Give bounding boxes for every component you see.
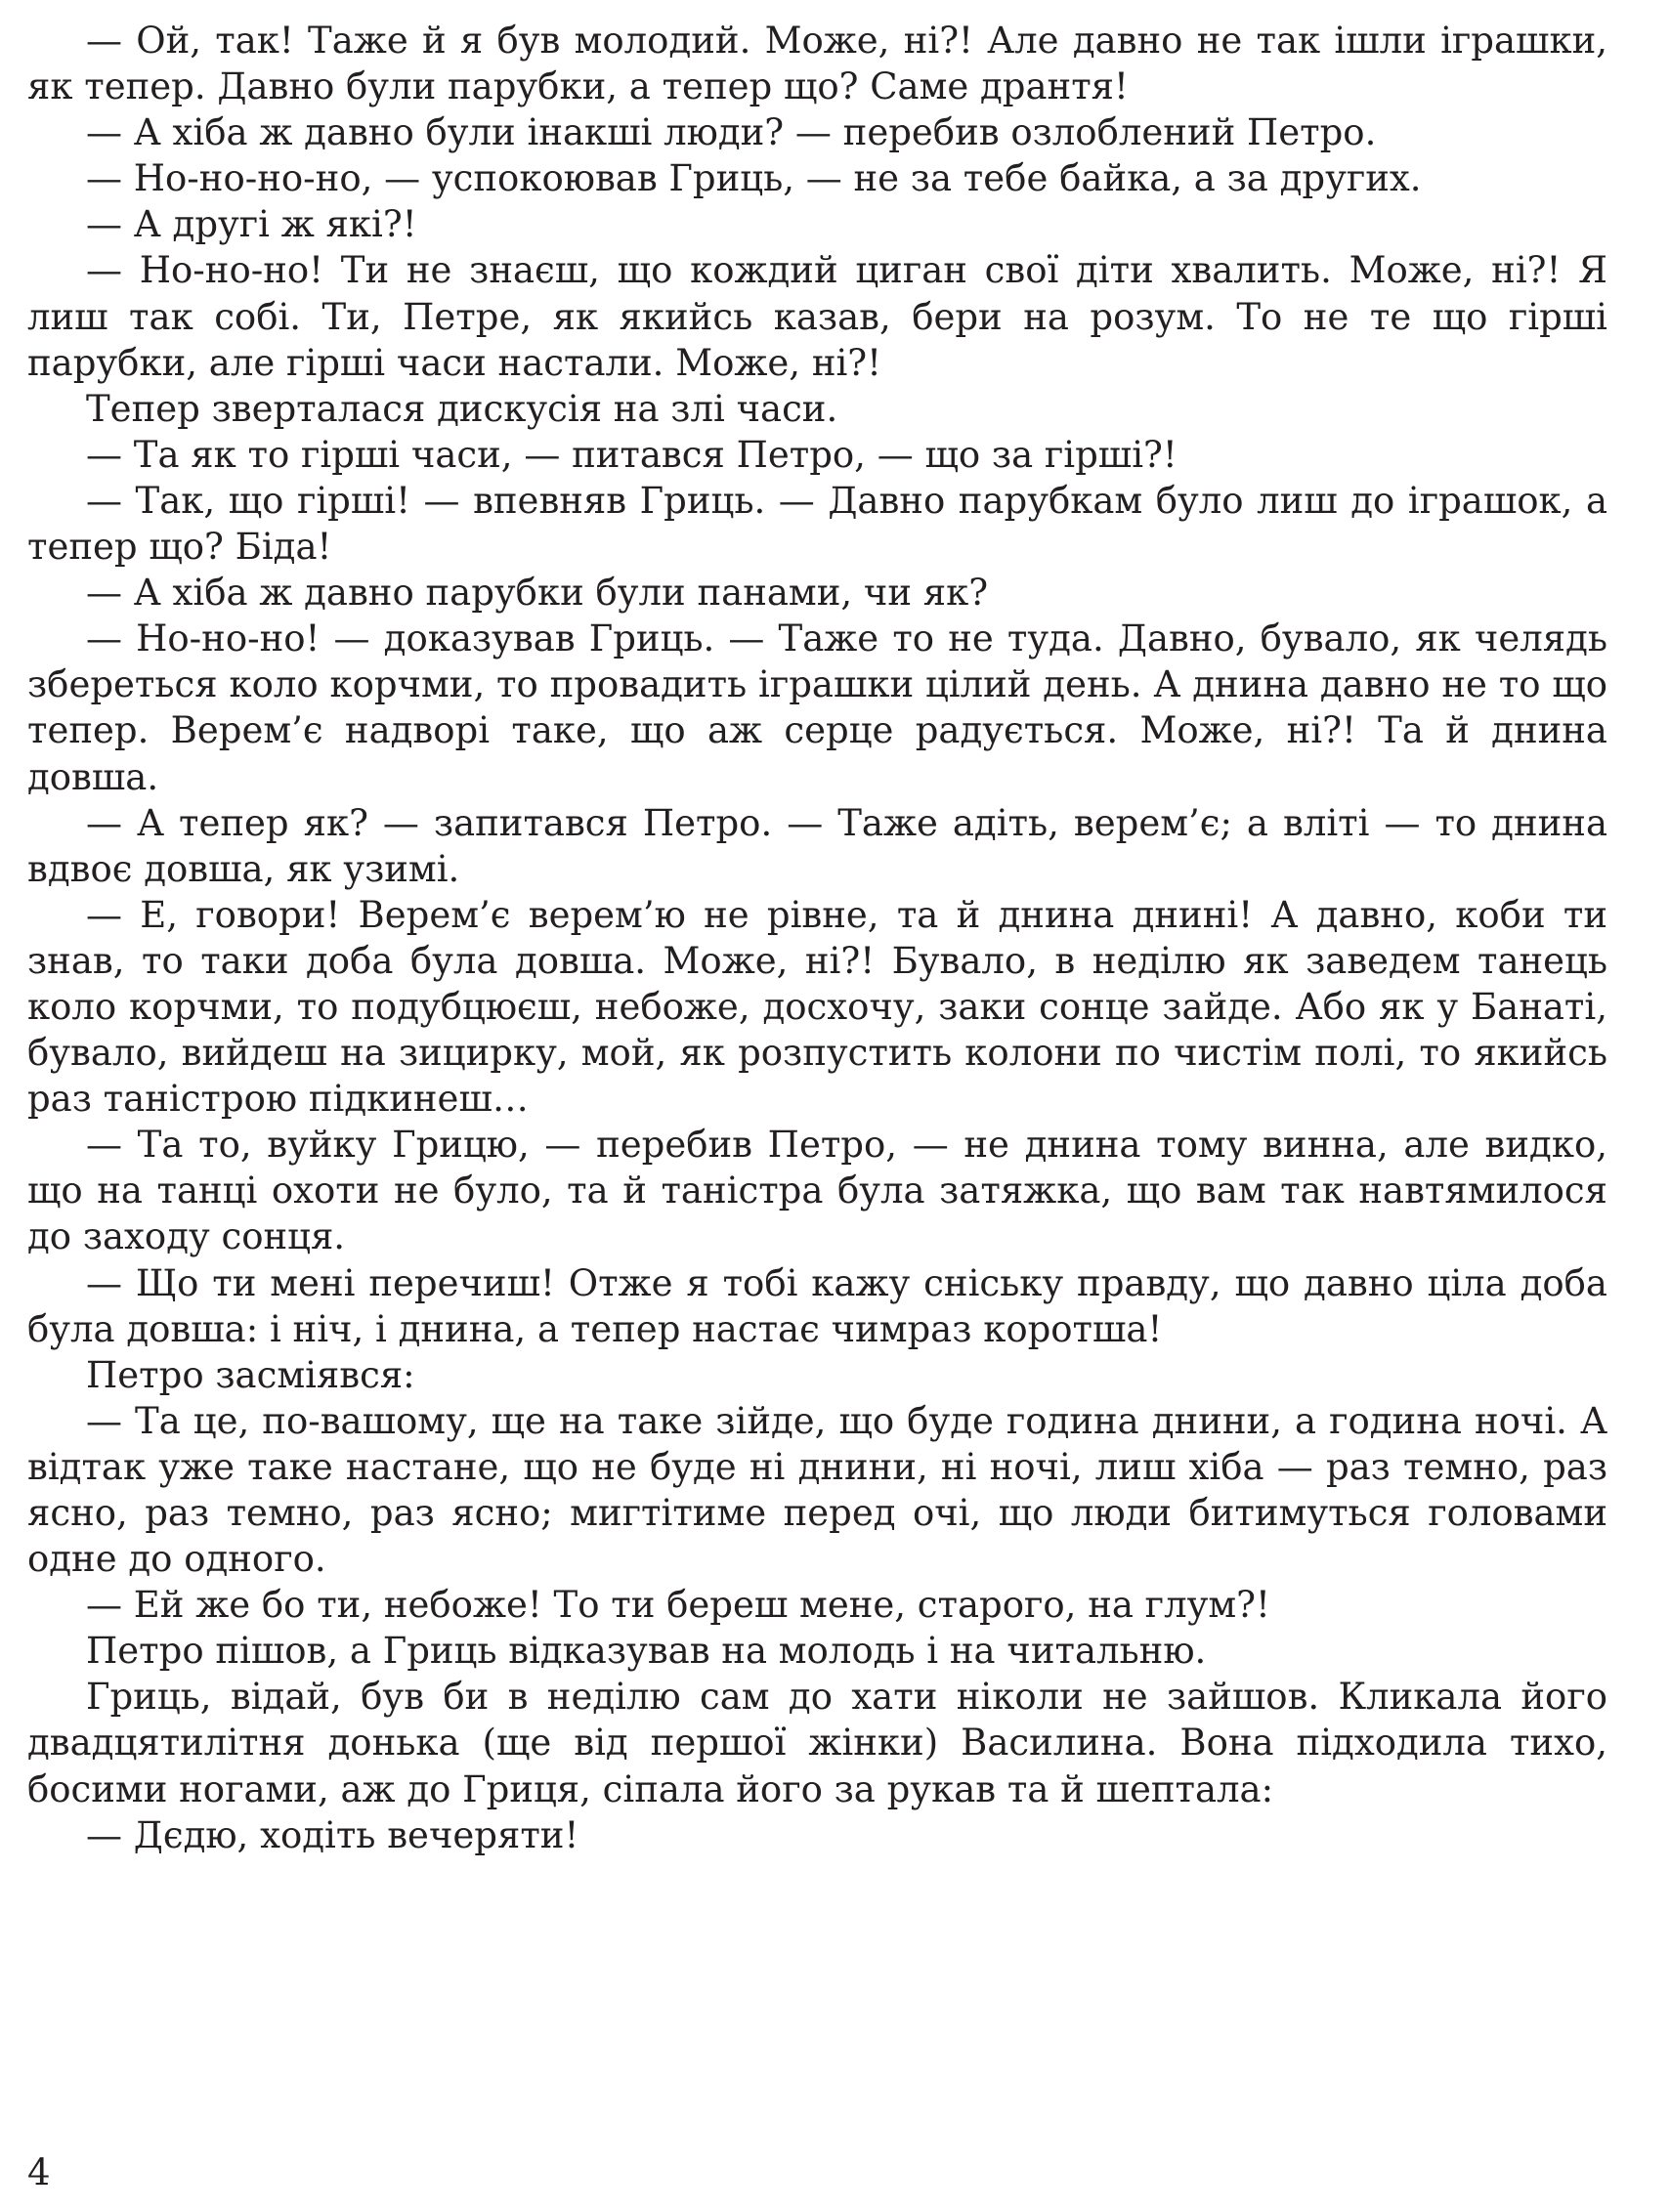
main-text bbox=[27, 18, 1607, 1858]
paragraph-1: — Ой, так! Таже й я був молодий. Може, ні?! Але давно не так ішли іграшки, як тепер. Давно були парубки, а тепер що? Саме дрантя! bbox=[27, 20, 1607, 108]
paragraph-17: — Ей же бо ти, небоже! То ти береш мене, старого, на глум?! bbox=[86, 1584, 1270, 1627]
paragraph-16: — Та це, по-вашому, ще на таке зійде, що буде година днини, а година ночі. А відтак уже таке настане, що не буде ні днини, ні ночі, лиш хіба — раз темно, раз ясно, раз темно, раз ясно; мигтітиме перед очі, що люди битимуться головами одне до одного. bbox=[27, 1399, 1607, 1581]
paragraph-19: Гриць, відай, був би в неділю сам до хати ніколи не зайшов. Кликала його двадцятилітня донька (ще від першої жінки) Василина. Вона підходила тихо, босими ногами, аж до Гриця, сіпала його за рукав та й шептала: bbox=[27, 1676, 1607, 1810]
paragraph-20: — Дєдю, ходіть вечеряти! bbox=[86, 1813, 579, 1856]
paragraph-14: — Що ти мені перечиш! Отже я тобі кажу сніську правду, що давно ціла доба була довша: і ніч, і днина, а тепер настає чимраз коротша! bbox=[27, 1261, 1607, 1350]
paragraph-2: — А хіба ж давно були інакші люди? — перебив озлоблений Петро. bbox=[86, 111, 1377, 154]
paragraph-3: — Но-но-но-но, — успокоював Гриць, — не за тебе байка, а за других. bbox=[86, 157, 1422, 200]
page-number: 4 bbox=[27, 2151, 51, 2193]
book-page bbox=[27, 18, 1607, 2212]
paragraph-8: — Так, що гірші! — впевняв Гриць. — Давно парубкам було лиш до іграшок, а тепер що? Біда! bbox=[27, 479, 1607, 569]
paragraph-15: Петро засміявся: bbox=[86, 1353, 415, 1396]
paragraph-6: Тепер зверталася дискусія на злі часи. bbox=[86, 387, 838, 430]
paragraph-10: — Но-но-но! — доказував Гриць. — Таже то не туда. Давно, бувало, як челядь збереться коло корчми, то провадить іграшки цілий день. А днина давно не то що тепер. Верем’є надворі таке, що аж серце радується. Може, ні?! Та й днина довша. bbox=[27, 617, 1607, 798]
paragraph-12: — Е, говори! Верем’є верем’ю не рівне, та й днина днині! А давно, коби ти знав, то таки доба була довша. Може, ні?! Бувало, в неділю як заведем танець коло корчми, то подубцюєш, небоже, досхочу, заки сонце зайде. Або як у Банаті, бувало, вийдеш на зицирку, мой, як розпустить колони по чистім полі, то якийсь раз таністрою підкинеш… bbox=[27, 893, 1607, 1121]
paragraph-18: Петро пішов, а Гриць відказував на молодь і на читальню. bbox=[86, 1630, 1207, 1673]
paragraph-13: — Та то, вуйку Грицю, — перебив Петро, — не днина тому винна, але видко, що на танці охоти не було, та й таністра була затяжка, що вам так навтямилося до заходу сонця. bbox=[27, 1124, 1607, 1258]
paragraph-4: — А другі ж які?! bbox=[86, 203, 417, 246]
paragraph-9: — А хіба ж давно парубки були панами, чи як? bbox=[86, 572, 989, 615]
paragraph-7: — Та як то гірші часи, — питався Петро, — що за гірші?! bbox=[86, 433, 1178, 476]
paragraph-11: — А тепер як? — запитався Петро. — Таже адіть, верем’є; а вліті — то днина вдвоє довша, як узимі. bbox=[27, 801, 1607, 890]
paragraph-5: — Но-но-но! Ти не знаєш, що кождий циган свої діти хвалить. Може, ні?! Я лиш так собі. Ти, Петре, як якийсь казав, бери на розум. То не те що гірші парубки, але гірші часи настали. Може, ні?! bbox=[27, 249, 1607, 384]
